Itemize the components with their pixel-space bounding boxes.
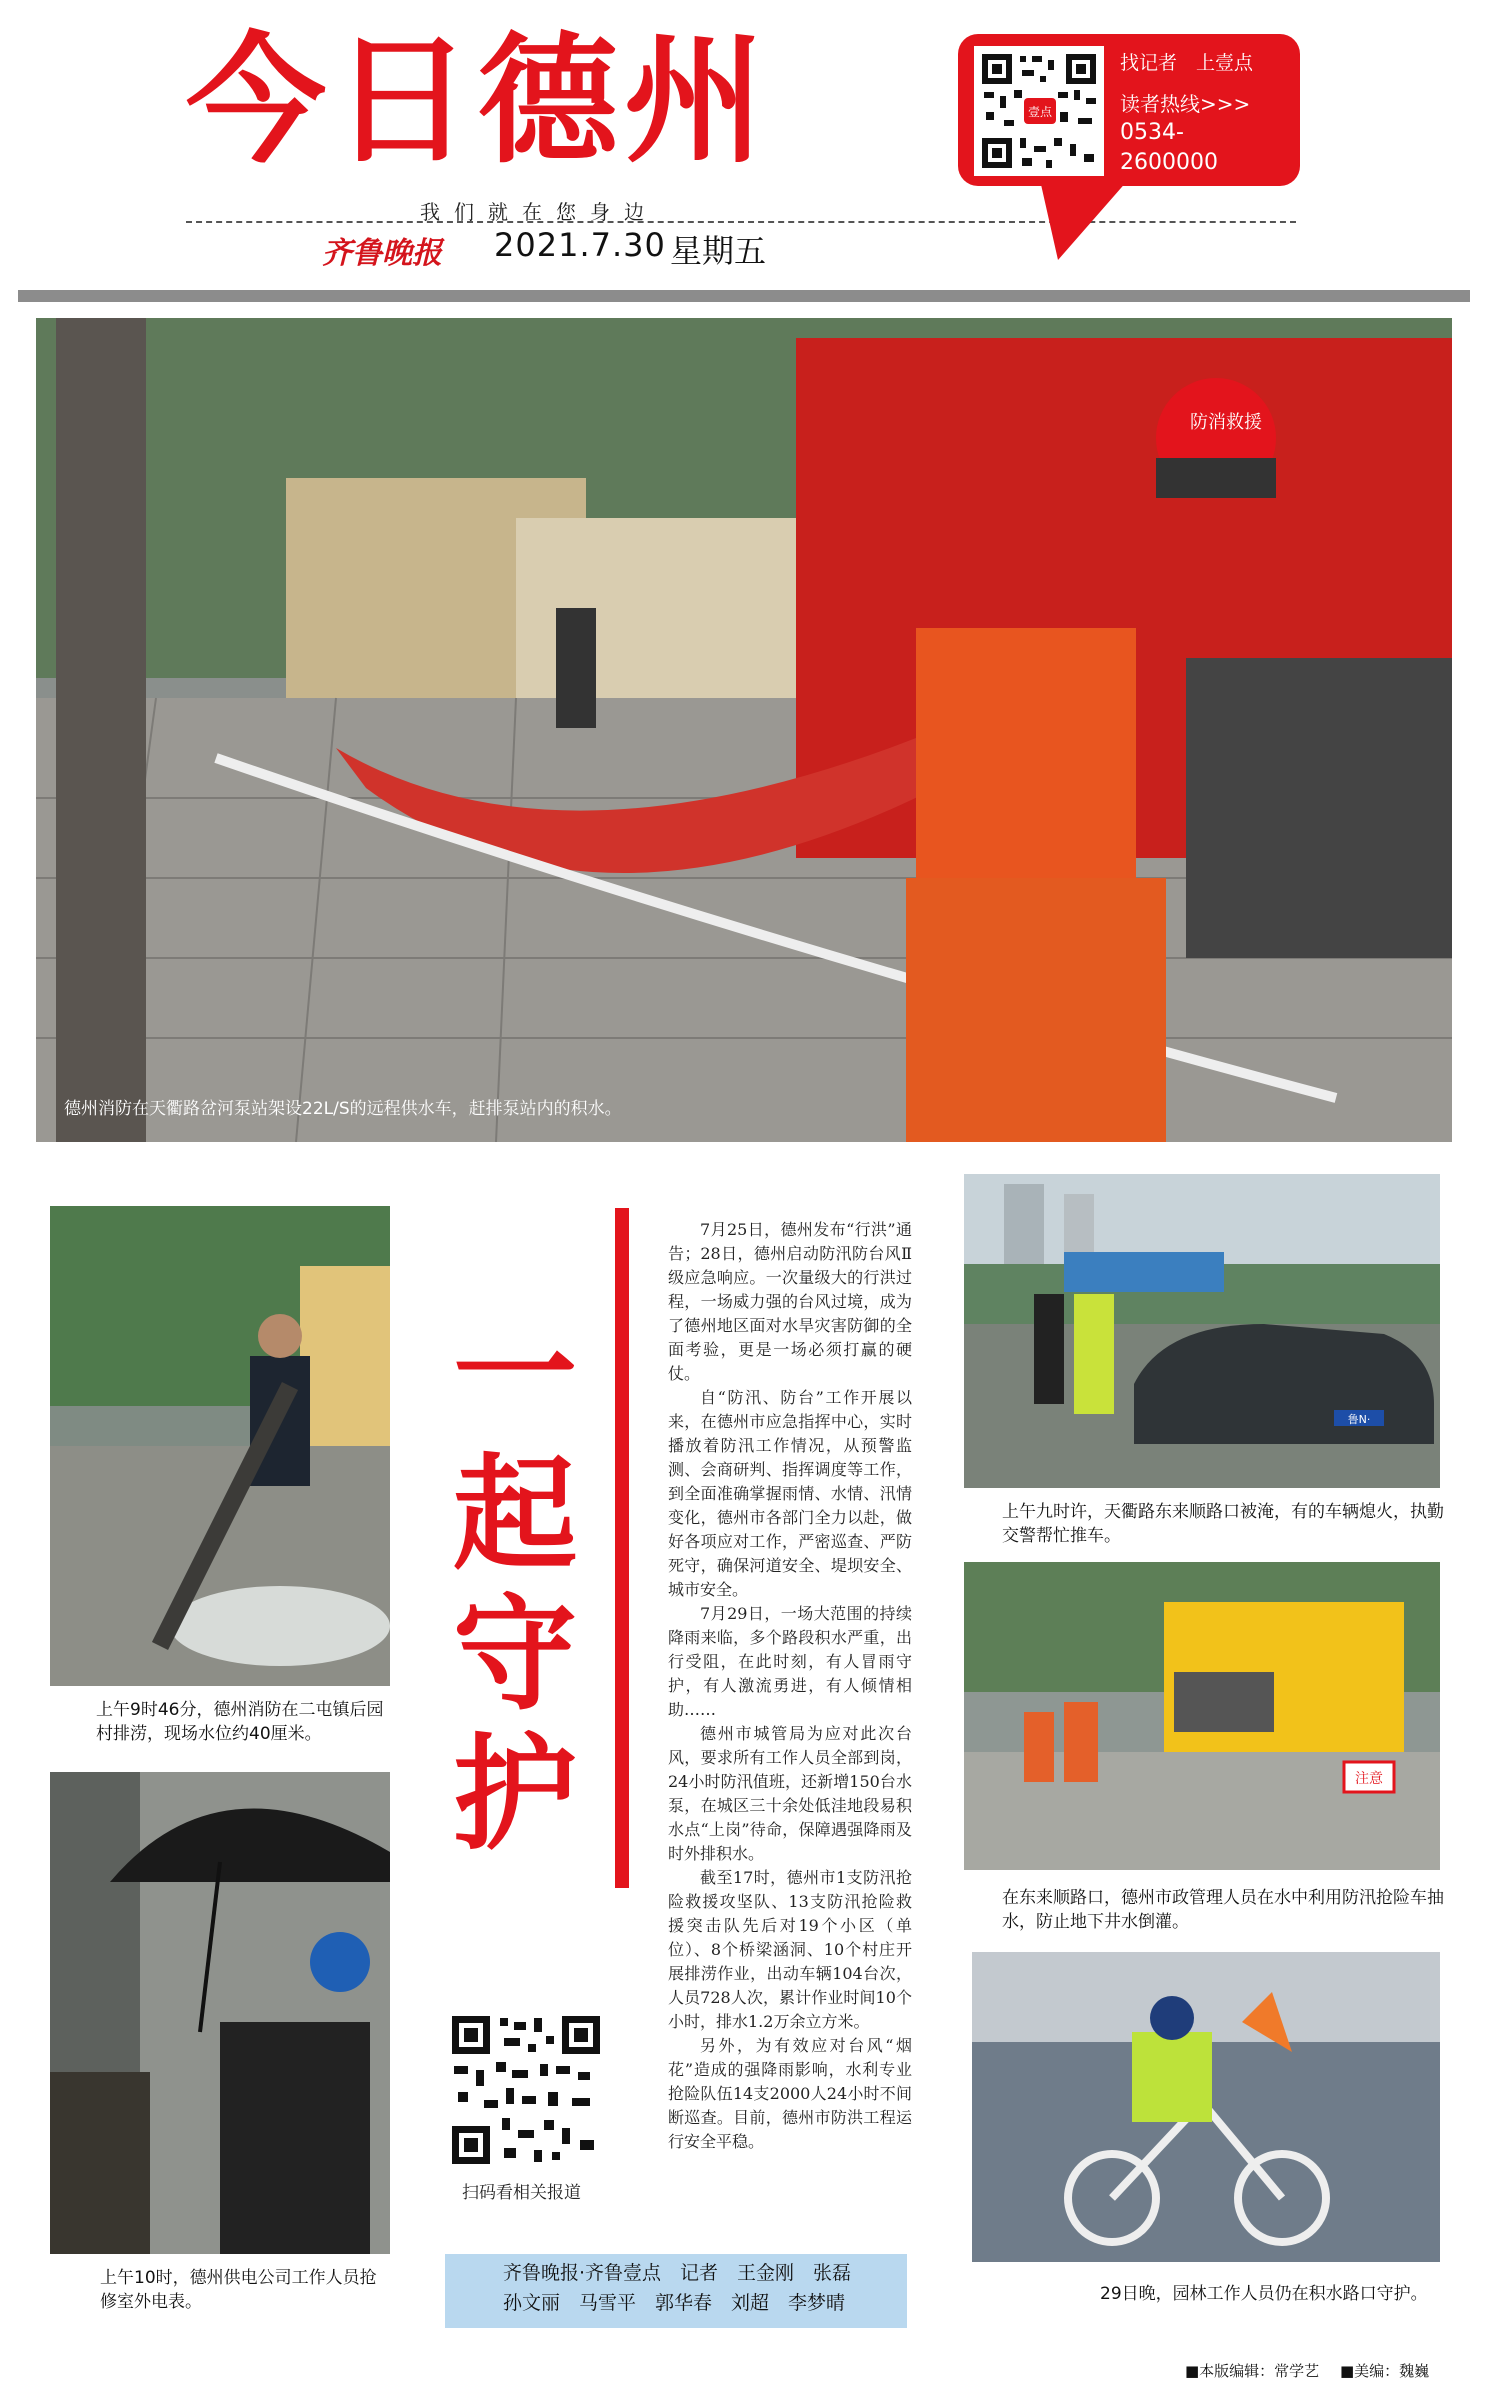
issue-date: 2021.7.30 xyxy=(494,226,666,264)
qr-code-icon[interactable] xyxy=(974,46,1104,176)
headline-char-4: 护 xyxy=(452,1723,577,1867)
helmet-badge: 防消救援 xyxy=(1190,412,1262,433)
speech-bubble-tail xyxy=(1040,180,1128,260)
masthead-bottom-bar xyxy=(18,290,1470,302)
masthead-divider xyxy=(186,221,1296,223)
left-photo-1 xyxy=(50,1206,390,1686)
footer-editor: ■本版编辑：常学艺 xyxy=(1185,2362,1320,2380)
issue-weekday: 星期五 xyxy=(670,232,767,270)
credits-line-1: 齐鲁晚报·齐鲁壹点 记者 王金刚 张磊 xyxy=(503,2262,852,2284)
left-photo-2-caption: 上午10时，德州供电公司工作人员抢修室外电表。 xyxy=(100,2268,377,2312)
article-body xyxy=(668,1218,912,2154)
qr-badge-text: 壹点 xyxy=(1027,105,1053,119)
hotline-label: 读者热线>>> xyxy=(1120,92,1251,116)
hotline-number: 2600000 xyxy=(1120,150,1218,175)
article-paragraph: 德州市城管局为应对此次台风，要求所有工作人员全部到岗，24小时防汛值班，还新增150台水泵，在城区三十余处低洼地段易积水点“上岗”待命，保障遇强降雨及时外排积水。 xyxy=(668,1724,912,1863)
qr-code-icon[interactable] xyxy=(448,2012,604,2168)
article-paragraph: 另外，为有效应对台风“烟花”造成的强降雨影响，水利专业抢险队伍14支2000人24小时不间断巡查。目前，德州市防洪工程运行安全平稳。 xyxy=(668,2036,912,2151)
right-photo-1 xyxy=(964,1174,1440,1488)
right-photo-3 xyxy=(972,1952,1440,2262)
headline-char-2: 起 xyxy=(452,1443,577,1587)
masthead-title: 今日德州 xyxy=(186,20,771,183)
top-photo-caption: 德州消防在天衢路岔河泵站架设22L/S的远程供水车，赶排泵站内的积水。 xyxy=(64,1099,622,1119)
right-photo-3-caption: 29日晚，园林工作人员仍在积水路口守护。 xyxy=(1100,2284,1428,2304)
hotline-number-prefix: 0534- xyxy=(1120,120,1184,145)
qr-caption: 扫码看相关报道 xyxy=(462,2183,581,2203)
article-paragraph: 截至17时，德州市1支防汛抢险救援攻坚队、13支防汛抢险救援突击队先后对19个小区（单位）、8个桥梁涵洞、10个村庄开展排涝作业，出动车辆104台次，人员728人次，累计作业时间10个小时，排水1.2万余立方米。 xyxy=(668,1868,912,2031)
article-paragraph: 7月25日，德州发布“行洪”通告；28日，德州启动防汛防台风Ⅱ级应急响应。一次量级大的行洪过程，一场威力强的台风过境，成为了德州地区面对水旱灾害防御的全面考验，更是一场必须打赢的硬仗。 xyxy=(668,1220,912,1383)
headline-char-3: 守 xyxy=(452,1583,577,1727)
paper-name: 齐鲁晚报 xyxy=(322,236,442,271)
footer-designer: ■美编：魏巍 xyxy=(1340,2362,1430,2380)
license-plate: 鲁N· xyxy=(1347,1413,1371,1426)
masthead-slogan: 我们就在您身边 xyxy=(420,200,658,224)
headline-divider xyxy=(615,1208,629,1888)
credits-line-2: 孙文丽 马雪平 郭华春 刘超 李梦晴 xyxy=(503,2292,846,2314)
headline-char-1: 一 xyxy=(452,1303,577,1447)
right-photo-1-caption: 上午九时许，天衢路东来顺路口被淹，有的车辆熄火，执勤交警帮忙推车。 xyxy=(1002,1502,1444,1546)
hotline-find-reporter: 找记者 上壹点 xyxy=(1120,52,1254,74)
credits-box xyxy=(445,2254,907,2328)
left-photo-1-caption: 上午9时46分，德州消防在二屯镇后园村排涝，现场水位约40厘米。 xyxy=(96,1700,384,1744)
right-photo-2 xyxy=(964,1562,1440,1870)
article-paragraph: 7月29日，一场大范围的持续降雨来临，多个路段积水严重，出行受阻，在此时刻，有人冒雨守护，有人激流勇进，有人倾情相助…… xyxy=(668,1604,912,1719)
right-photo-2-caption: 在东来顺路口，德州市政管理人员在水中利用防汛抢险车抽水，防止地下井水倒灌。 xyxy=(1002,1888,1444,1932)
caution-sign: 注意 xyxy=(1355,1771,1383,1787)
top-photo xyxy=(36,318,1452,1142)
left-photo-2 xyxy=(50,1772,390,2254)
article-paragraph: 自“防汛、防台”工作开展以来，在德州市应急指挥中心，实时播放着防汛工作情况，从预警监测、会商研判、指挥调度等工作，到全面准确掌握雨情、水情、汛情变化，德州市各部门全力以赴，做好各项应对工作，严密巡查、严防死守，确保河道安全、堤坝安全、城市安全。 xyxy=(668,1388,912,1599)
